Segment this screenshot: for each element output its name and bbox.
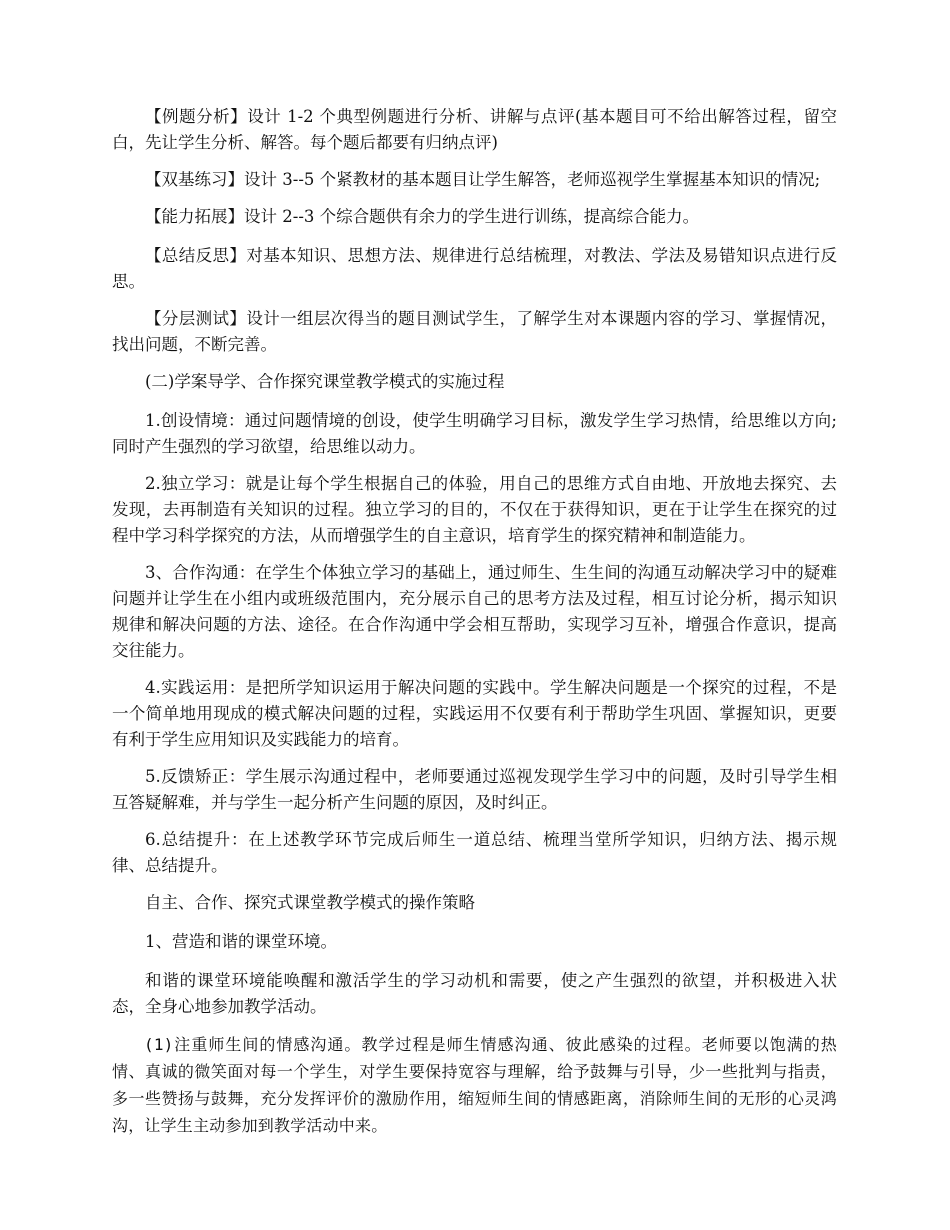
section-heading-strategy: 自主、合作、探究式课堂教学模式的操作策略 <box>145 893 475 912</box>
paragraph-step-6: 6.总结提升：在上述教学环节完成后师生一道总结、梳理当堂所学知识，归纳方法、揭示规律、总结提升。 <box>112 830 837 875</box>
paragraph-step-2: 2.独立学习：就是让每个学生根据自己的体验，用自己的思维方式自由地、开放地去探究、去发现，去再制造有关知识的过程。独立学习的目的，不仅在于获得知识，更在于让学生在探究的过程中学习科学探究的方法，从而增强学生的自主意识，培育学生的探究精神和制造能力。 <box>112 474 837 545</box>
paragraph-summary-reflection: 【总结反思】对基本知识、思想方法、规律进行总结梳理，对教法、学法及易错知识点进行反思。 <box>112 246 837 291</box>
paragraph-emotional-communication: (1)注重师生间的情感沟通。教学过程是师生情感沟通、彼此感染的过程。老师要以饱满的热情、真诚的微笑面对每一个学生，对学生要保持宽容与理解，给予鼓舞与引导，少一些批判与指责，多一些赞扬与鼓舞，充分发挥评价的激励作用，缩短师生间的情感距离，消除师生间的无形的心灵鸿沟，让学生主动参加到教学活动中来。 <box>112 1035 837 1135</box>
paragraph-step-3: 3、合作沟通：在学生个体独立学习的基础上，通过师生、生生间的沟通互动解决学习中的疑难问题并让学生在小组内或班级范围内，充分展示自己的思考方法及过程，相互讨论分析，揭示知识规律和解决问题的方法、途径。在合作沟通中学会相互帮助，实现学习互补，增强合作意识，提高交往能力。 <box>112 563 837 660</box>
subheading-environment: 1、营造和谐的课堂环境。 <box>145 932 337 951</box>
paragraph-example-analysis: 【例题分析】设计 1-2 个典型例题进行分析、讲解与点评(基本题目可不给出解答过程，留空白，先让学生分析、解答。每个题后都要有归纳点评) <box>112 107 837 152</box>
paragraph-step-4: 4.实践运用：是把所学知识运用于解决问题的实践中。学生解决问题是一个探究的过程，不是一个简单地用现成的模式解决问题的过程，实践运用不仅要有利于帮助学生巩固、掌握知识，更要有利于学生应用知识及实践能力的培育。 <box>112 678 837 749</box>
section-heading-implementation: (二)学案导学、合作探究课堂教学模式的实施过程 <box>145 372 505 391</box>
paragraph-layered-test: 【分层测试】设计一组层次得当的题目测试学生，了解学生对本课题内容的学习、掌握情况，找出问题，不断完善。 <box>112 309 837 354</box>
paragraph-step-5: 5.反馈矫正：学生展示沟通过程中，老师要通过巡视发现学生学习中的问题，及时引导学生相互答疑解难，并与学生一起分析产生问题的原因，及时纠正。 <box>112 767 837 812</box>
paragraph-environment: 和谐的课堂环境能唤醒和激活学生的学习动机和需要，使之产生强烈的欲望，并积极进入状态，全身心地参加教学活动。 <box>112 971 837 1016</box>
paragraph-basic-practice: 【双基练习】设计 3--5 个紧教材的基本题目让学生解答，老师巡视学生掌握基本知识的情况; <box>145 170 821 189</box>
paragraph-ability-extension: 【能力拓展】设计 2--3 个综合题供有余力的学生进行训练，提高综合能力。 <box>145 207 700 226</box>
paragraph-step-1: 1.创设情境：通过问题情境的创设，使学生明确学习目标，激发学生学习热情，给思维以方向;同时产生强烈的学习欲望，给思维以动力。 <box>112 411 837 456</box>
document-page <box>112 104 837 1150</box>
